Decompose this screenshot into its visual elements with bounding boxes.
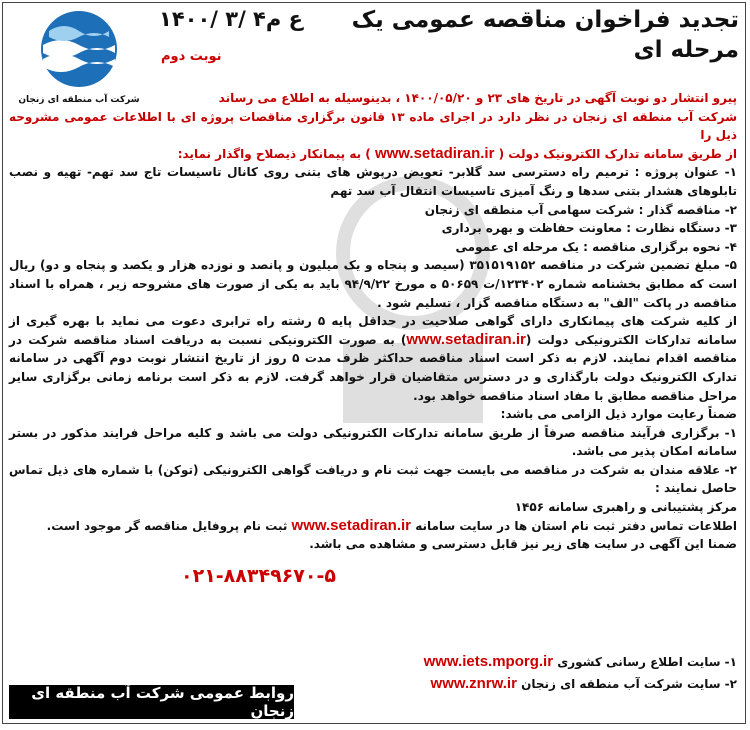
note-2: ۲- علاقه مندان به شرکت در مناقصه می بایست جهت ثبت نام و دریافت گواهی الکترونیکی (توکن) با شماره های ذیل تماس حاصل نمایند : xyxy=(9,462,737,496)
intro-line-3: از طریق سامانه تدارک الکترونیک دولت ( www.setadiran.ir ) به پیمانکار ذیصلاح واگذار نماید: xyxy=(177,144,737,162)
tender-notice xyxy=(2,2,746,724)
item-5: ۵- مبلغ تضمین شرکت در مناقصه ۳۵۱۵۱۹۱۵۲ (سیصد و پنجاه و یک میلیون و پانصد و نوزده هزار و یکصد و پنجاه و دو) ریال است که مطابق بخشنامه شماره ۱۲۳۴۰۲/ت ۵۰۶۵۹ ه مورخ ۹۴/۹/۲۲ باید به یکی از صورت های مشروحه زیر ، همراه با اسناد مناقصه در پاکت "الف" به دستگاه مناقصه گزار ، تسلیم شود . xyxy=(9,258,738,310)
setadiran-link[interactable]: www.setadiran.ir xyxy=(374,144,495,162)
setadiran-link-2[interactable]: www.setadiran.ir xyxy=(406,330,526,348)
site-item-iets: ۱- سایت اطلاع رسانی کشوری www.iets.mporg.ir xyxy=(423,653,737,670)
logo-caption: شرکت آب منطقه ای زنجان xyxy=(18,95,140,105)
item-4: ۴- نحوه برگزاری مناقصه : یک مرحله ای عمومی xyxy=(455,239,737,254)
notice-body xyxy=(9,89,737,554)
item-1: ۱- عنوان پروژه : ترمیم راه دسترسی سد گلابر- تعویض درپوش های بتنی روی کانال تاسیسات تاج سد تهم- تهیه و نصب تابلوهای هشدار بتنی سدها و رنگ آمیزی تاسیسات انتقال آب سد تهم xyxy=(9,165,737,198)
note-3: مرکز پشتیبانی و راهبری سامانه ۱۴۵۶ xyxy=(514,500,737,515)
setadiran-link-3[interactable]: www.setadiran.ir xyxy=(291,516,412,534)
item-2: ۲- مناقصه گذار : شرکت سهامی آب منطقه ای زنجان xyxy=(424,202,737,217)
public-relations-footer: روابط عمومی شرکت آب منطقه ای زنجان xyxy=(9,685,294,719)
intro-line-1: پیرو انتشار دو نوبت آگهی در تاریخ های ۲۳ و ۱۴۰۰/۰۵/۲۰ ، بدینوسیله به اطلاع می رساند xyxy=(218,91,737,105)
notes-heading: ضمناً رعایت موارد ذیل الزامی می باشد: xyxy=(500,407,737,422)
support-phone: ۰۲۱-۸۸۳۴۹۶۷۰-۵ xyxy=(181,565,336,587)
notice-title: تجدید فراخوان مناقصه عمومی یک مرحله ای xyxy=(351,7,739,63)
note-4: اطلاعات تماس دفتر ثبت نام استان ها در سایت سامانه www.setadiran.ir ثبت نام پروفایل مناقصه گر موجود است. xyxy=(46,516,737,534)
item-3: ۳- دستگاه نظارت : معاونت حفاظت و بهره برداری xyxy=(441,221,737,236)
note-5: ضمنا این آگهی در سایت های زیر نیز قابل دسترسی و مشاهده می باشد. xyxy=(309,537,737,552)
water-logo-icon xyxy=(9,7,149,93)
eligibility-paragraph: از کلیه شرکت های پیمانکاری دارای گواهی صلاحیت در حداقل پایه ۵ رشته راه ترابری دعوت می نماید با بهره گیری از سامانه تدارکات الکترونیکی دولت (www.setadiran.ir) به صورت الکترونیکی نسبت به دریافت اسناد مناقصه شرکت در مناقصه اقدام نمایند. لازم به ذکر است اسناد مناقصه حداکثر ظرف مدت ۵ روز از تاریخ انتشار نوبت دوم آگهی در سامانه تدارک الکترونیک دولت بارگذاری و در دسترس متقاضیان قرار خواهد گرفت. لازم به ذکر است برنامه زمانی برگزاری سایر مراحل مناقصه مطابق با مفاد اسناد مناقصه خواهد بود. xyxy=(9,314,737,403)
publish-date: ۱۴۰۰/ ۳/ ۴ع م xyxy=(159,7,303,31)
iets-link[interactable]: www.iets.mporg.ir xyxy=(423,653,554,670)
note-1: ۱- برگزاری فرآیند مناقصه صرفاً از طریق سامانه تدارکات الکترونیکی دولت می باشد و کلیه مراحل فرایند مذکور در بستر سامانه امکان پذیر می باشد. xyxy=(9,425,737,459)
intro-line-2: شرکت آب منطقه ای زنجان در نظر دارد در اجرای ماده ۱۳ قانون برگزاری مناقصات پروژه ای با اطلاعات عمومی مشروحه ذیل را xyxy=(9,109,737,143)
znrw-link[interactable]: www.znrw.ir xyxy=(430,675,517,692)
publication-round: نوبت دوم xyxy=(161,49,222,64)
site-item-znrw: ۲- سایت شرکت آب منطقه ای زنجان www.znrw.ir xyxy=(430,675,737,692)
